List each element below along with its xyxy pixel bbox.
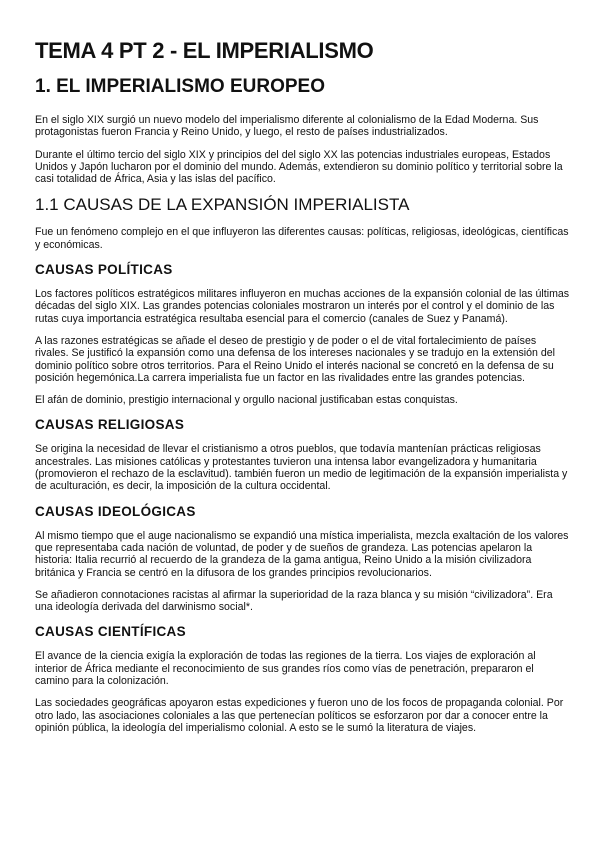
paragraph: El afán de dominio, prestigio internacional y orgullo nacional justificaban estas conquistas. (35, 394, 458, 407)
paragraph: Los factores políticos estratégicos militares influyeron en muchas acciones de la expansión colonial de las últimas décadas del siglo XIX. Las grandes potencias coloniales mostraron un interés por el control y el dominio de las rutas cuya importancia estratégica resultaba esencial para el comercio (canales de Suez y Panamá). (35, 288, 570, 325)
paragraph: El avance de la ciencia exigía la exploración de todas las regiones de la tierra. Los viajes de exploración al interior de África mediante el reconocimiento de sus grandes ríos como vías de penetración, prepararon el camino para la colonización. (35, 650, 536, 688)
paragraph: A las razones estratégicas se añade el deseo de prestigio y de poder o el de vital fortalecimiento de países rivales. Se justificó la expansión como una defensa de los intereses nacionales y se tradujo en la extensión del dominio político sobre otros territorios. Para el Reino Unido el interés nacional se concretó en la defensa de su posición hegemónica.La carrera imperialista fue un factor en las rivalidades entre las grandes potencias. (35, 334, 555, 384)
section-heading-imperialismo-europeo: 1. EL IMPERIALISMO EUROPEO (35, 76, 325, 97)
paragraph: En el siglo XIX surgió un nuevo modelo del imperialismo diferente al colonialismo de la Edad Moderna. Sus protagonistas fueron Francia y Reino Unido, y luego, el resto de países industrializados. (35, 114, 539, 139)
subsection-heading-causas-expansion: 1.1 CAUSAS DE LA EXPANSIÓN IMPERIALISTA (35, 195, 410, 215)
paragraph: Se añadieron connotaciones racistas al afirmar la superioridad de la raza blanca y su misión “civilizadora”. Era una ideología derivada del darwinismo social*. (35, 588, 553, 614)
document-title: TEMA 4 PT 2 - EL IMPERIALISMO (35, 38, 374, 63)
paragraph: Al mismo tiempo que el auge nacionalismo se expandió una mística imperialista, mezcla exaltación de los valores que representaba cada nación de voluntad, de poder y de sueños de grandeza. Las potencias apelaron la historia: Italia recurrió al recuerdo de la grandeza de la gama antigua, Reino Unido a la misión civilizadora británica y Francia se centró en la difusora de los grandes principios revolucionarios. (35, 529, 569, 579)
paragraph: Las sociedades geográficas apoyaron estas expediciones y fueron uno de los focos de propaganda colonial. Por otro lado, las asociaciones coloniales a las que pertenecían políticos se esforzaron por dar a conocer entre la opinión pública, la ideología del imperialismo colonial. A esto se le sumó la literatura de viajes. (35, 697, 564, 734)
paragraph: Durante el último tercio del siglo XIX y principios del del siglo XX las potencias industriales europeas, Estados Unidos y Japón lucharon por el dominio del mundo. Además, extendieron su dominio político y territorial sobre la casi totalidad de África, Asia y las islas del pacífico. (35, 148, 563, 186)
heading-causas-cientificas: CAUSAS CIENTÍFICAS (35, 624, 186, 640)
heading-causas-politicas: CAUSAS POLÍTICAS (35, 262, 173, 278)
paragraph: Fue un fenómeno complejo en el que influyeron las diferentes causas: políticas, religiosas, ideológicas, científicas y económicas. (35, 226, 569, 251)
paragraph: Se origina la necesidad de llevar el cristianismo a otros pueblos, que todavía mantenían prácticas religiosas ancestrales. Las misiones católicas y protestantes tuvieron una intensa labor evangelizadora y humanitaria (promovieron el rechazo de la esclavitud). también fueron un medio de legitimación de la expansión imperialista y de aculturación, es decir, la imposición de la cultura occidental. (35, 443, 568, 493)
heading-causas-religiosas: CAUSAS RELIGIOSAS (35, 417, 185, 433)
heading-causas-ideologicas: CAUSAS IDEOLÓGICAS (35, 503, 196, 519)
